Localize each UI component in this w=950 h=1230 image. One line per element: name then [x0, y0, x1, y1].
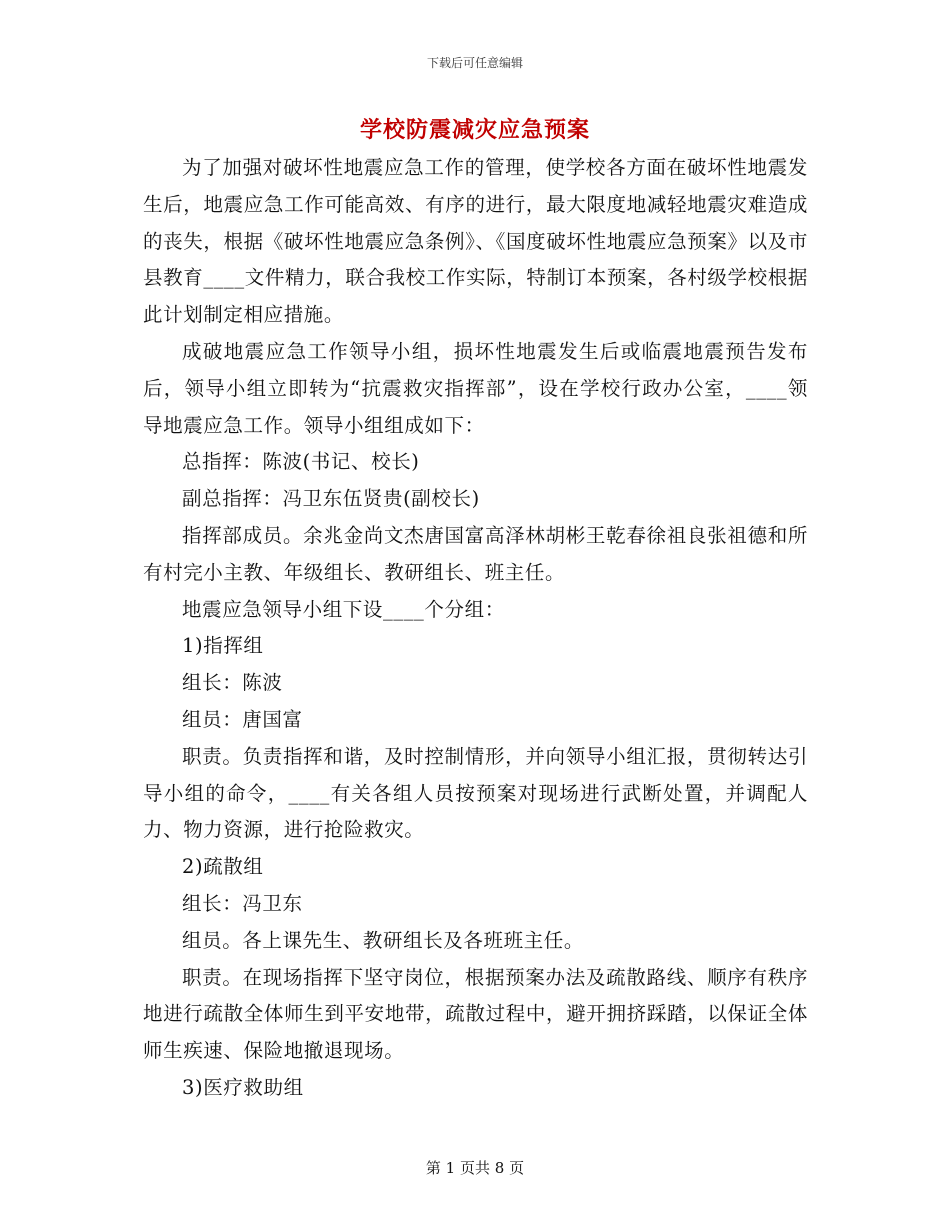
paragraph-evacuation-group-duties: 职责。在现场指挥下坚守岗位，根据预案办法及疏散路线、顺序有秩序地进行疏散全体师生到平安地带，疏散过程中，避开拥挤踩踏，以保证全体师生疾速、保险地撤退现场。 — [143, 965, 808, 1063]
paragraph-command-group-members: 组员：唐国富 — [182, 707, 303, 731]
paragraph-evacuation-group-leader: 组长：冯卫东 — [182, 891, 303, 915]
page-header-note: 下载后可任意编辑 — [426, 56, 523, 70]
paragraph-intro: 为了加强对破坏性地震应急工作的管理，使学校各方面在破坏性地震发生后，地震应急工作可能高效、有序的进行，最大限度地减轻地震灾难造成的丧失，根据《破坏性地震应急条例》、《国度破坏性地震应急预案》以及市县教育____文件精力，联合我校工作实际，特制订本预案，各村级学校根据此计划制定相应措施。 — [143, 156, 808, 327]
page-number: 第 1 页共 8 页 — [425, 1159, 525, 1177]
paragraph-evacuation-group-members: 组员。各上课先生、教研组长及各班班主任。 — [182, 928, 585, 952]
document-body — [143, 150, 808, 1107]
paragraph-medical-group-heading: 3)医疗救助组 — [182, 1075, 304, 1099]
paragraph-hq-members: 指挥部成员。余兆金尚文杰唐国富高泽林胡彬王乾春徐祖良张祖德和所有村完小主教、年级组长、教研组长、班主任。 — [143, 523, 808, 584]
paragraph-commander: 总指挥：陈波(书记、校长) — [182, 450, 420, 474]
paragraph-deputy-commander: 副总指挥：冯卫东伍贤贵(副校长) — [182, 487, 480, 511]
paragraph-command-group-heading: 1)指挥组 — [182, 634, 264, 658]
paragraph-command-group-duties: 职责。负责指挥和谐，及时控制情形，并向领导小组汇报，贯彻转达引导小组的命令，____有关各组人员按预案对现场进行武断处置，并调配人力、物力资源，进行抢险救灾。 — [143, 744, 808, 842]
paragraph-leadership-group: 成破地震应急工作领导小组，损坏性地震发生后或临震地震预告发布后，领导小组立即转为“抗震救灾指挥部”，设在学校行政办公室，____领导地震应急工作。领导小组组成如下： — [143, 339, 808, 437]
paragraph-command-group-leader: 组长：陈波 — [182, 671, 283, 695]
paragraph-subgroups: 地震应急领导小组下设____个分组： — [182, 597, 505, 621]
document-title: 学校防震减灾应急预案 — [359, 117, 590, 143]
paragraph-evacuation-group-heading: 2)疏散组 — [182, 855, 264, 879]
